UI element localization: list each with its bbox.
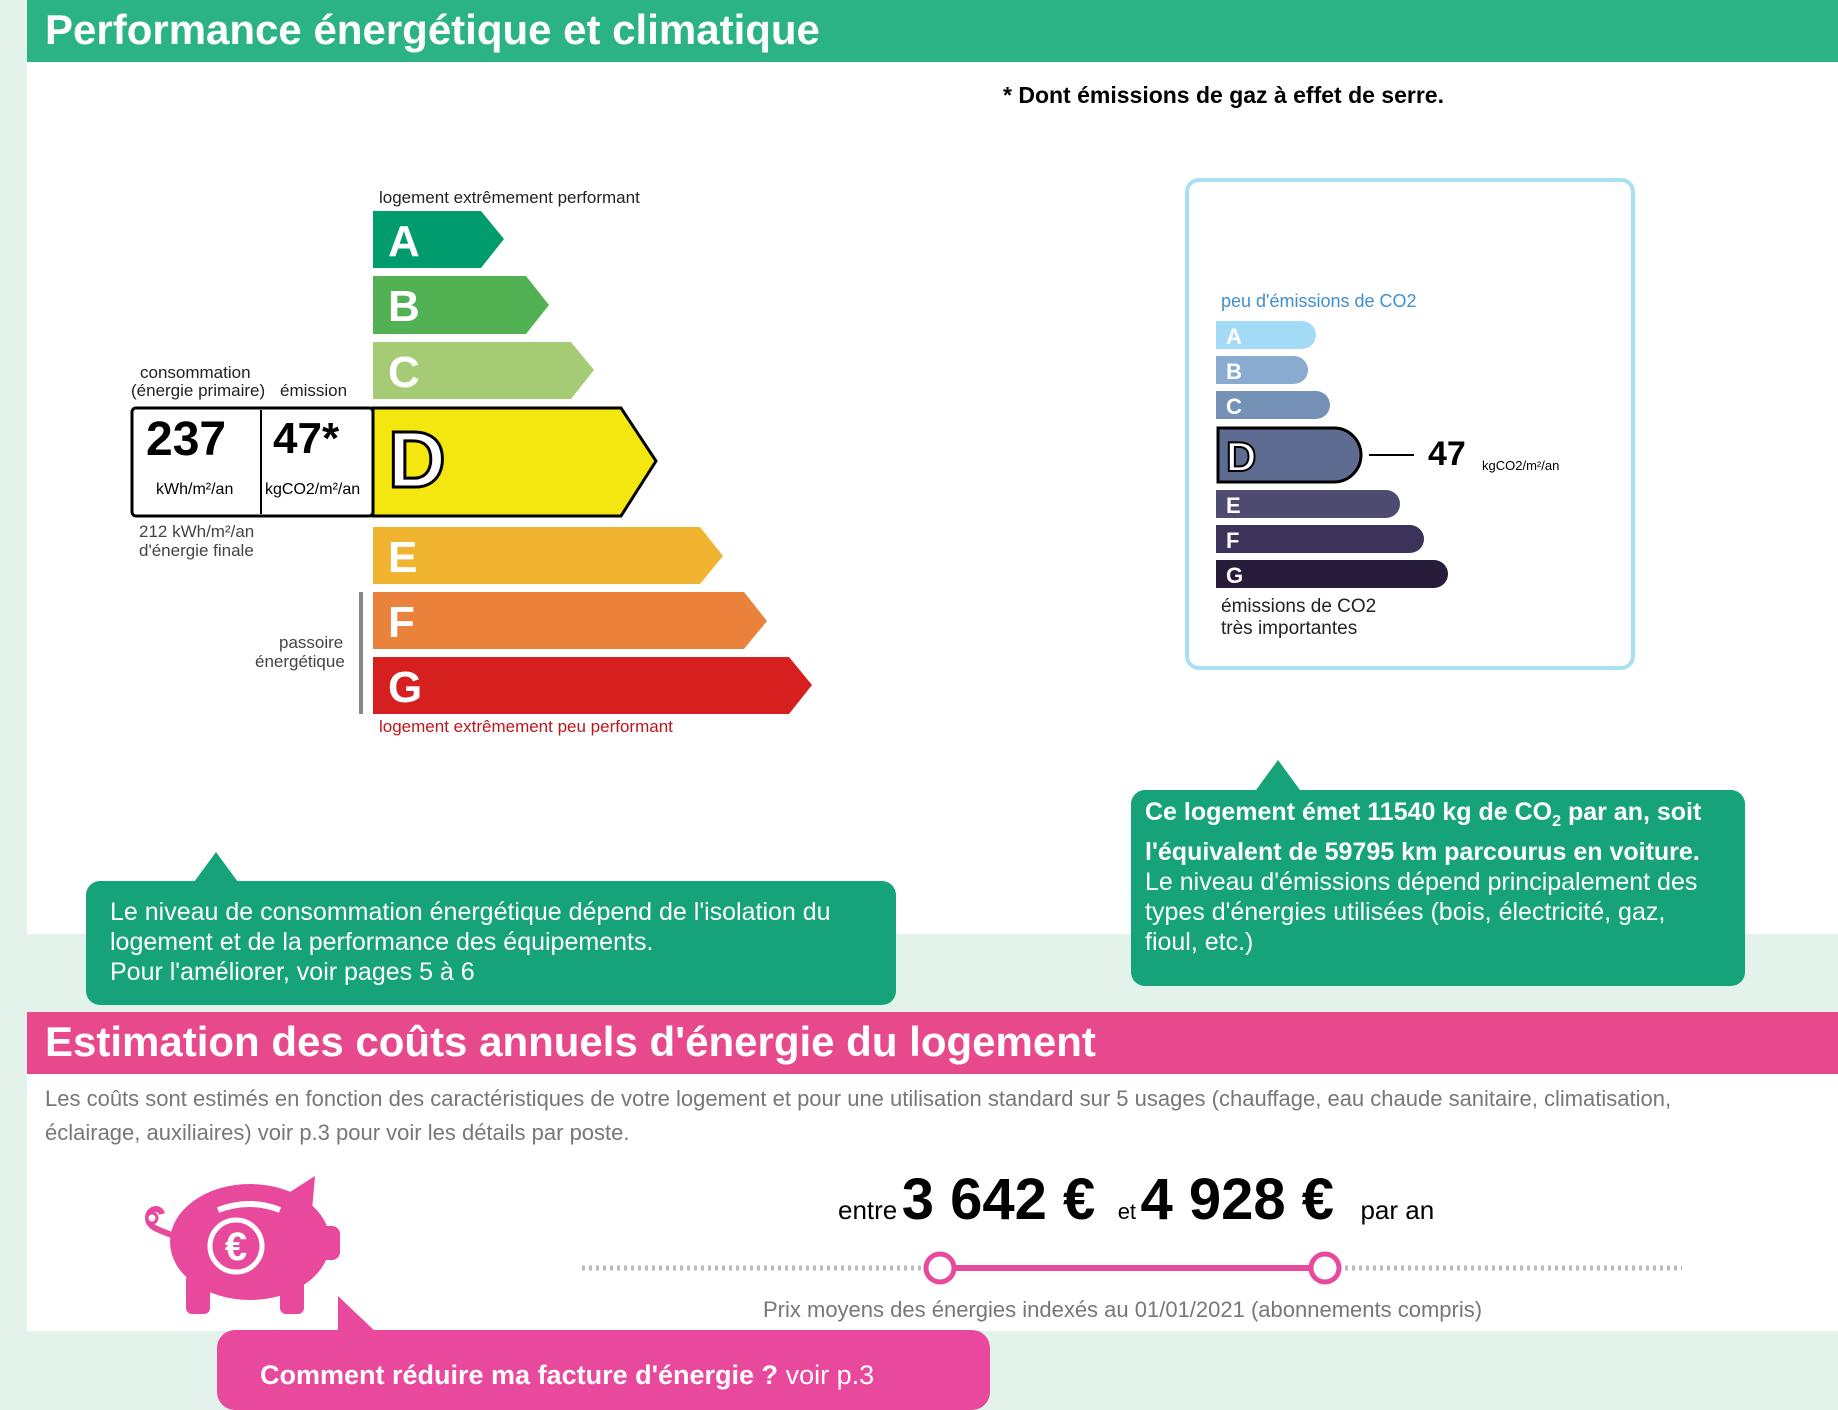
costs-description-line1: Les coûts sont estimés en fonction des caractéristiques de votre logement et pour une utilisation standard sur 5 usages (chauffage, eau chaude sanitaire, climatisation, — [45, 1086, 1672, 1111]
co2-letter-c: C — [1226, 394, 1242, 419]
energy-letter-b: B — [388, 282, 420, 331]
prices-note: Prix moyens des énergies indexés au 01/01/2021 (abonnements compris) — [763, 1297, 1483, 1322]
co2-letter-d: D — [1226, 433, 1257, 480]
section-title-costs: Estimation des coûts annuels d'énergie du logement — [27, 1012, 1838, 1074]
co2-letter-b: B — [1226, 359, 1242, 384]
co2-info-line5: fioul, etc.) — [1145, 928, 1254, 956]
cost-et-label: et — [1117, 1199, 1137, 1224]
co2-info-bold1: Ce logement émet 11540 kg de $CO_2$ par an, soit — [1145, 798, 1702, 830]
energy-letter-e: E — [388, 533, 418, 582]
passoire-line1: passoire — [279, 633, 344, 652]
costs-description-line2: éclairage, auxiliaires) voir p.3 pour voir les détails par poste. — [45, 1120, 630, 1145]
ghg-note: * Dont émissions de gaz à effet de serre. — [1003, 82, 1444, 108]
co2-info-line4: types d'énergies utilisées (bois, électricité, gaz, — [1145, 898, 1666, 926]
primary-value: 237 — [146, 413, 227, 466]
cost-high: 4 928 € — [1140, 1167, 1335, 1232]
co2-top-caption: peu d'émissions de CO2 — [1221, 291, 1417, 311]
svg-text:€: € — [224, 1225, 248, 1269]
reduce-bill-link[interactable]: Comment réduire ma facture d'énergie ? voir p.3 — [217, 1330, 990, 1410]
cost-per-year: par an — [1360, 1195, 1435, 1225]
energy-top-caption: logement extrêmement performant — [379, 188, 640, 207]
cost-low: 3 642 € — [901, 1167, 1096, 1232]
co2-bottom-line1: émissions de CO2 — [1221, 596, 1377, 617]
co2-bottom-line2: très importantes — [1221, 618, 1358, 639]
co2-letter-a: A — [1226, 324, 1242, 349]
co2-info-bold2: l'équivalent de 59795 km parcourus en voiture. — [1145, 838, 1700, 866]
energy-letter-f: F — [388, 598, 415, 647]
co2-letter-g: G — [1226, 563, 1244, 588]
co2-letter-f: F — [1226, 528, 1240, 553]
energy-bottom-caption: logement extrêmement peu performant — [379, 717, 673, 736]
primary-unit: kWh/m²/an — [156, 481, 234, 498]
final-energy-line1: 212 kWh/m²/an — [139, 522, 255, 541]
cost-entre-label: entre — [838, 1195, 898, 1225]
energy-letter-d: D — [388, 415, 446, 504]
final-energy-line2: d'énergie finale — [139, 541, 254, 560]
energy-info-line1: Le niveau de consommation énergétique dépend de l'isolation du — [110, 898, 831, 926]
consumption-caption: consommation — [140, 363, 251, 382]
energy-info-line2: logement et de la performance des équipements. — [110, 928, 654, 956]
emission-unit: kgCO2/m²/an — [265, 481, 361, 498]
section-title-performance: Performance énergétique et climatique — [27, 0, 1838, 62]
reduce-bubble-pointer — [330, 1296, 380, 1334]
emission-caption: émission — [280, 381, 348, 400]
slider-low-handle — [926, 1254, 954, 1282]
energy-letter-g: G — [388, 663, 423, 712]
slider-high-handle — [1311, 1254, 1339, 1282]
co2-letter-e: E — [1226, 493, 1241, 518]
primary-caption: (énergie primaire) — [131, 381, 266, 400]
passoire-line2: énergétique — [255, 652, 345, 671]
co2-unit: kgCO2/m²/an — [1482, 458, 1560, 473]
emission-value: 47* — [273, 414, 340, 463]
energy-letter-c: C — [388, 348, 420, 397]
co2-value: 47 — [1428, 435, 1466, 473]
energy-info-line3: Pour l'améliorer, voir pages 5 à 6 — [110, 958, 475, 986]
co2-info-line3: Le niveau d'émissions dépend principalement des — [1145, 868, 1698, 896]
energy-letter-a: A — [388, 217, 420, 266]
